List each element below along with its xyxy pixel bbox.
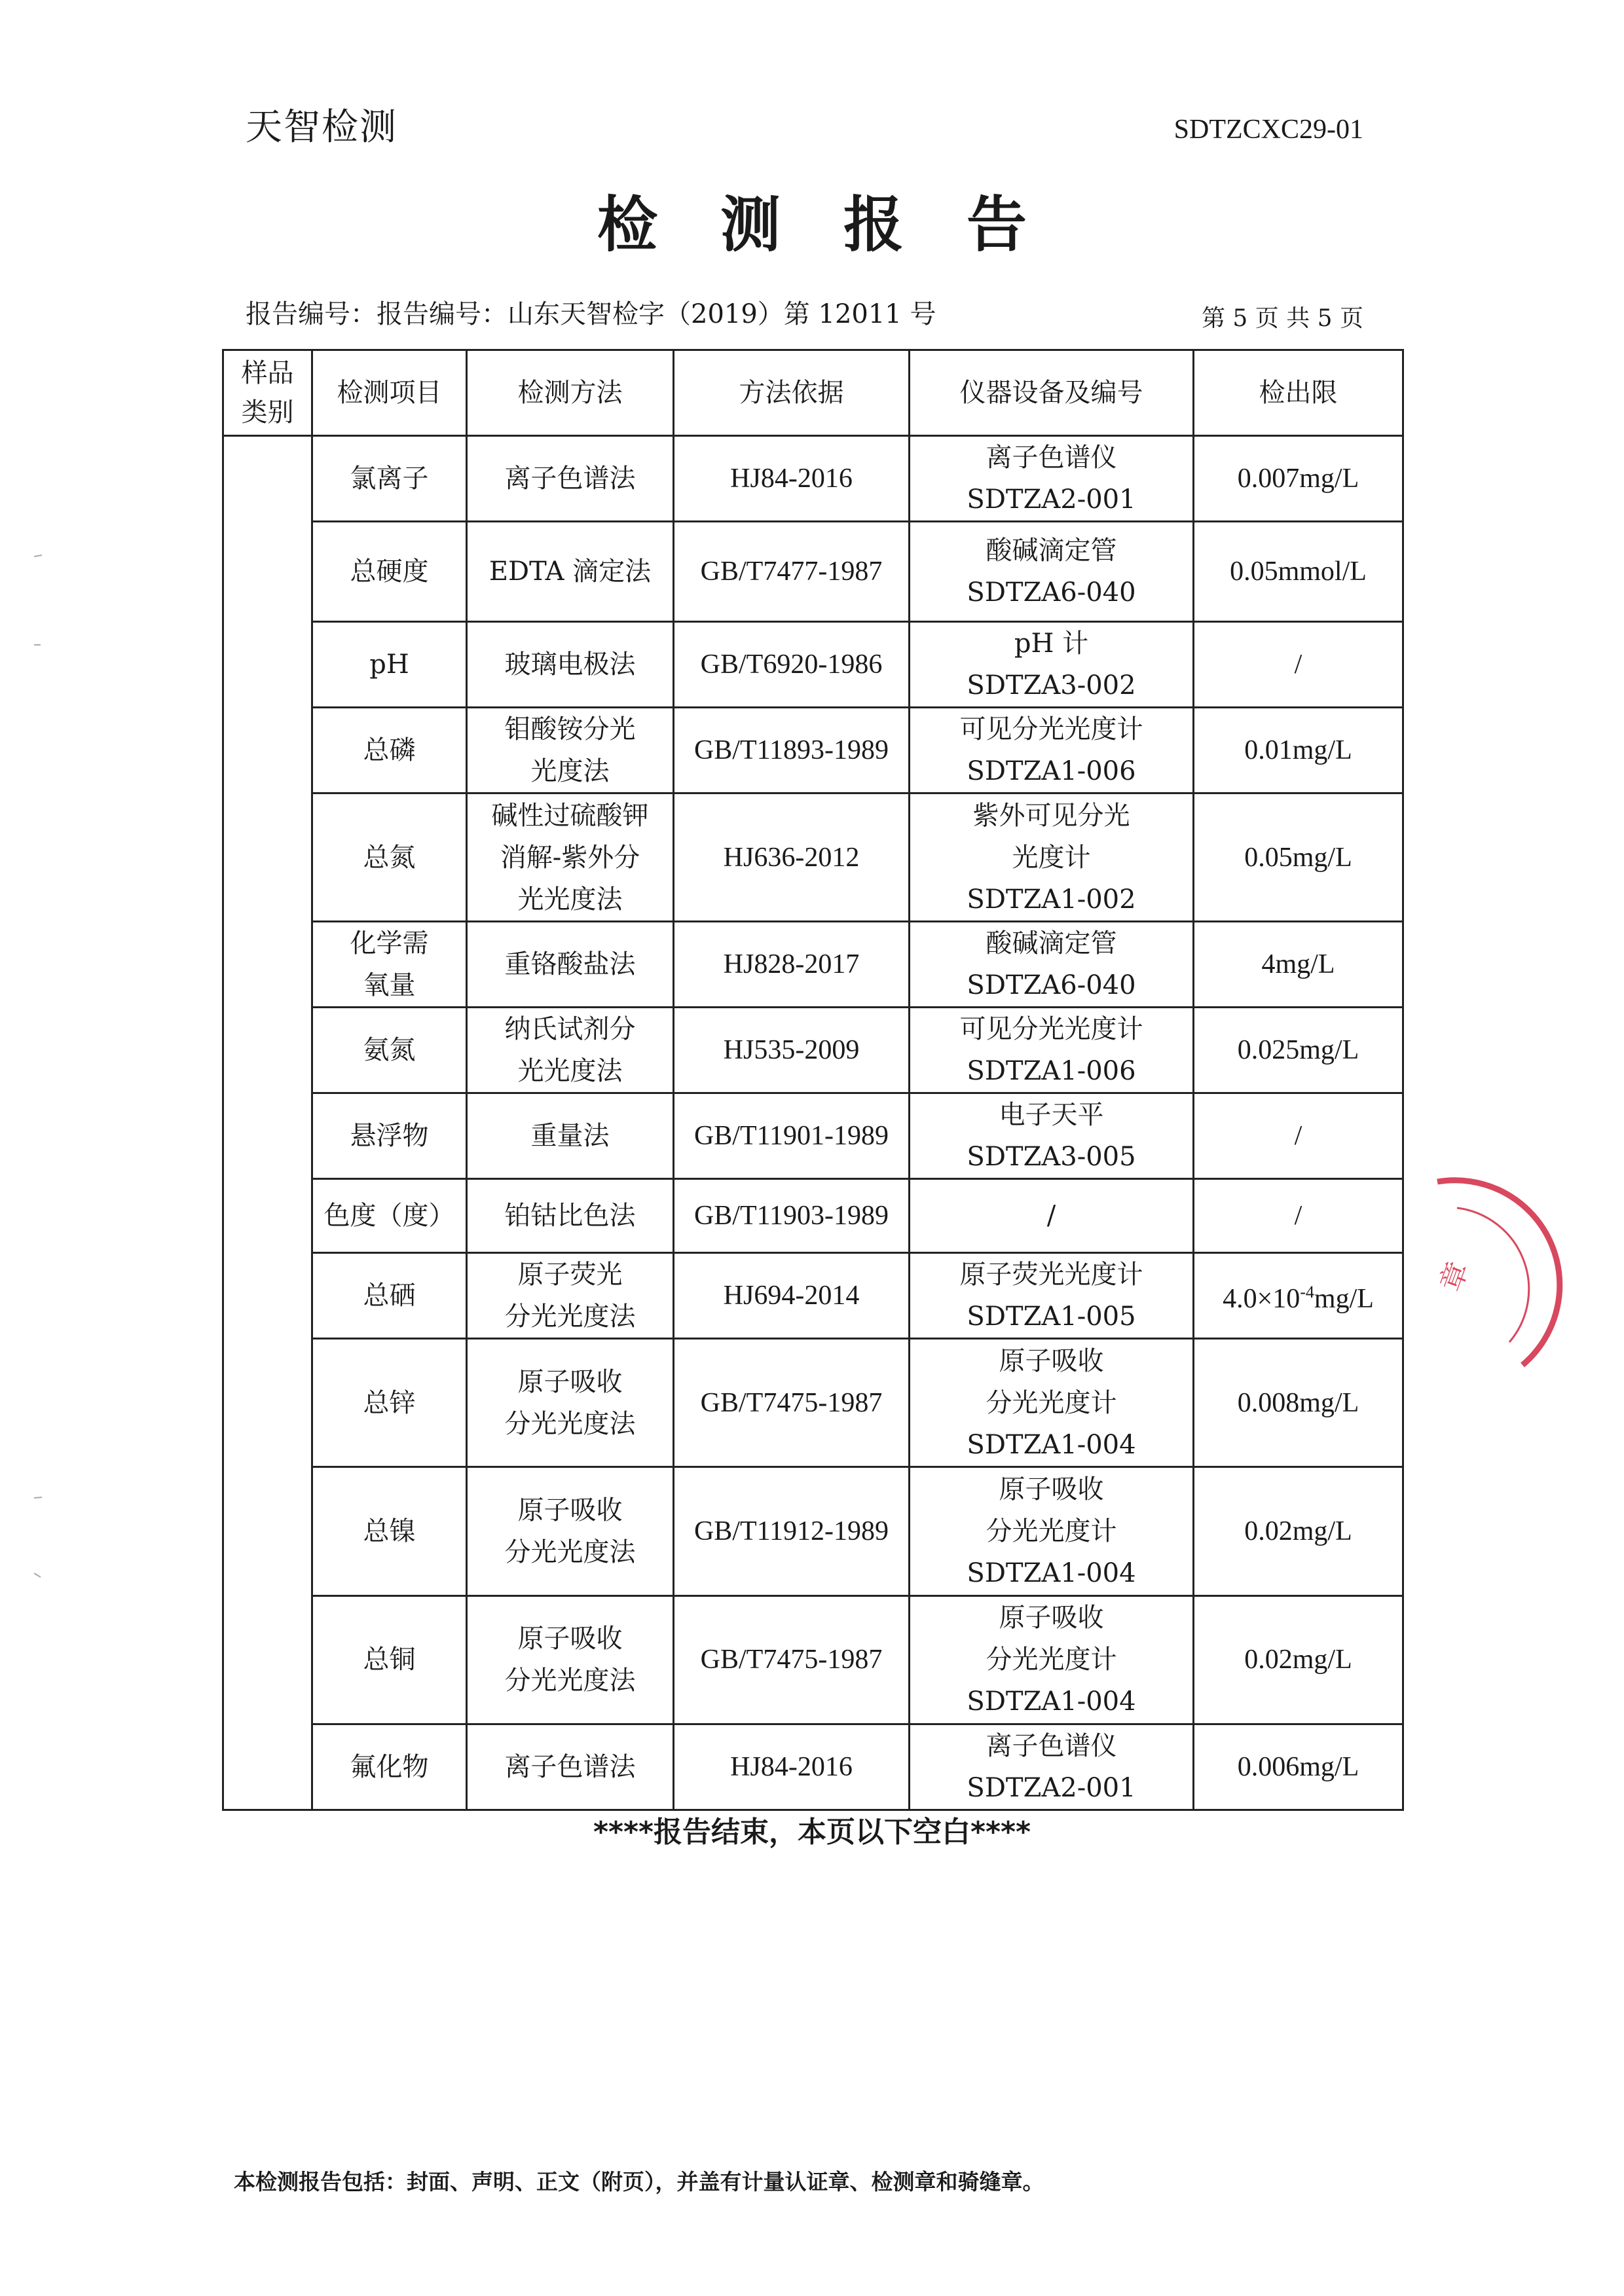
- instrument-cell: /: [910, 1178, 1194, 1252]
- report-end-note: ****报告结束，本页以下空白****: [593, 1815, 1031, 1849]
- test-method-cell: 离子色谱法: [467, 1724, 674, 1810]
- instrument-cell: 离子色谱仪 SDTZA2-001: [910, 1724, 1194, 1810]
- table-row: [223, 1007, 1403, 1093]
- page-number: 第 5 页 共 5 页: [1201, 305, 1363, 332]
- detection-limit-cell: 0.02mg/L: [1194, 1467, 1403, 1595]
- instrument-cell: 电子天平 SDTZA3-005: [910, 1093, 1194, 1178]
- scan-mark: [33, 1491, 46, 1504]
- test-method-cell: 原子吸收 分光光度法: [467, 1595, 674, 1724]
- detection-limit-cell: 4mg/L: [1194, 921, 1403, 1007]
- test-method-cell: 离子色谱法: [467, 436, 674, 522]
- method-basis-cell: HJ694-2014: [674, 1253, 910, 1339]
- detection-limit-cell: 0.02mg/L: [1194, 1595, 1403, 1724]
- table-row: [223, 793, 1403, 921]
- instrument-cell: 紫外可见分光 光度计 SDTZA1-002: [910, 793, 1194, 921]
- detection-limit-cell: 0.008mg/L: [1194, 1339, 1403, 1467]
- method-basis-cell: GB/T7475-1987: [674, 1339, 910, 1467]
- method-basis-cell: HJ828-2017: [674, 921, 910, 1007]
- detection-limit-cell: 0.025mg/L: [1194, 1007, 1403, 1093]
- test-item-cell: 化学需 氧量: [312, 921, 467, 1007]
- test-item-cell: 悬浮物: [312, 1093, 467, 1178]
- method-basis-cell: HJ535-2009: [674, 1007, 910, 1093]
- test-method-cell: 原子吸收 分光光度法: [467, 1339, 674, 1467]
- method-basis-cell: GB/T7477-1987: [674, 522, 910, 622]
- header-detection-limit: 检出限: [1194, 350, 1403, 436]
- instrument-cell: pH 计 SDTZA3-002: [910, 622, 1194, 708]
- test-method-cell: 纳氏试剂分 光光度法: [467, 1007, 674, 1093]
- test-item-cell: 色度（度）: [312, 1178, 467, 1252]
- test-method-cell: EDTA 滴定法: [467, 522, 674, 622]
- method-basis-cell: GB/T11901-1989: [674, 1093, 910, 1178]
- detection-limit-cell: 0.05mg/L: [1194, 793, 1403, 921]
- method-basis-cell: HJ636-2012: [674, 793, 910, 921]
- method-basis-cell: HJ84-2016: [674, 436, 910, 522]
- detection-limit-cell: 0.05mmol/L: [1194, 522, 1403, 622]
- table-header-row: [223, 350, 1403, 436]
- page-title: 检测报告: [597, 190, 1090, 260]
- method-basis-cell: HJ84-2016: [674, 1724, 910, 1810]
- red-seal-stamp: [1431, 1169, 1624, 1385]
- scan-mark: [33, 638, 46, 651]
- test-method-cell: 铂钴比色法: [467, 1178, 674, 1252]
- method-basis-cell: GB/T7475-1987: [674, 1595, 910, 1724]
- header-sample-category: 样品类别: [223, 350, 312, 436]
- detection-limit-cell: 0.006mg/L: [1194, 1724, 1403, 1810]
- header-test-method: 检测方法: [467, 350, 674, 436]
- test-method-cell: 玻璃电极法: [467, 622, 674, 708]
- test-item-cell: 总氮: [312, 793, 467, 921]
- footer-note: 本检测报告包括：封面、声明、正文（附页），并盖有计量认证章、检测章和骑缝章。: [234, 2169, 1044, 2195]
- sample-category-cell: [223, 436, 312, 1810]
- table-row: [223, 1253, 1403, 1339]
- instrument-cell: 原子荧光光度计 SDTZA1-005: [910, 1253, 1194, 1339]
- detection-limit-cell: /: [1194, 1093, 1403, 1178]
- test-item-cell: 总硒: [312, 1253, 467, 1339]
- method-basis-cell: GB/T6920-1986: [674, 622, 910, 708]
- test-methods-table: [222, 349, 1404, 1811]
- table-row: [223, 1724, 1403, 1810]
- instrument-cell: 原子吸收 分光光度计 SDTZA1-004: [910, 1339, 1194, 1467]
- table-row: [223, 1093, 1403, 1178]
- test-item-cell: 总铜: [312, 1595, 467, 1724]
- header-method-basis: 方法依据: [674, 350, 910, 436]
- instrument-cell: 离子色谱仪 SDTZA2-001: [910, 436, 1194, 522]
- method-basis-cell: GB/T11903-1989: [674, 1178, 910, 1252]
- detection-limit-cell: $4.0\times 10^{-4}mg/L$: [1194, 1253, 1403, 1339]
- test-item-cell: 总锌: [312, 1339, 467, 1467]
- table-row: [223, 1339, 1403, 1467]
- instrument-cell: 原子吸收 分光光度计 SDTZA1-004: [910, 1595, 1194, 1724]
- test-method-cell: 重量法: [467, 1093, 674, 1178]
- test-method-cell: 钼酸铵分光 光度法: [467, 708, 674, 793]
- header-instrument: 仪器设备及编号: [910, 350, 1194, 436]
- instrument-cell: 原子吸收 分光光度计 SDTZA1-004: [910, 1467, 1194, 1595]
- scan-mark: [33, 550, 46, 563]
- instrument-cell: 酸碱滴定管 SDTZA6-040: [910, 921, 1194, 1007]
- test-method-cell: 重铬酸盐法: [467, 921, 674, 1007]
- detection-limit-cell: /: [1194, 622, 1403, 708]
- test-item-cell: pH: [312, 622, 467, 708]
- instrument-cell: 可见分光光度计 SDTZA1-006: [910, 1007, 1194, 1093]
- table-row: [223, 436, 1403, 522]
- test-method-cell: 碱性过硫酸钾 消解-紫外分 光光度法: [467, 793, 674, 921]
- report-number: 报告编号：报告编号：山东天智检字（2019）第 12011 号: [246, 299, 936, 329]
- detection-limit-cell: 0.01mg/L: [1194, 708, 1403, 793]
- instrument-cell: 酸碱滴定管 SDTZA6-040: [910, 522, 1194, 622]
- header-test-item: 检测项目: [312, 350, 467, 436]
- method-basis-cell: GB/T11893-1989: [674, 708, 910, 793]
- test-item-cell: 氨氮: [312, 1007, 467, 1093]
- table-row: [223, 1467, 1403, 1595]
- test-item-cell: 总镍: [312, 1467, 467, 1595]
- test-method-cell: 原子吸收 分光光度法: [467, 1467, 674, 1595]
- table-row: [223, 522, 1403, 622]
- svg-text:章: 章: [1433, 1257, 1475, 1296]
- test-item-cell: 总磷: [312, 708, 467, 793]
- method-basis-cell: GB/T11912-1989: [674, 1467, 910, 1595]
- detection-limit-cell: 0.007mg/L: [1194, 436, 1403, 522]
- test-item-cell: 氯离子: [312, 436, 467, 522]
- detection-limit-cell: /: [1194, 1178, 1403, 1252]
- table-row: [223, 1178, 1403, 1252]
- document-code: SDTZCXC29-01: [1173, 115, 1363, 145]
- instrument-cell: 可见分光光度计 SDTZA1-006: [910, 708, 1194, 793]
- scan-mark: [33, 1568, 46, 1581]
- table-row: [223, 708, 1403, 793]
- test-method-cell: 原子荧光 分光光度法: [467, 1253, 674, 1339]
- test-item-cell: 总硬度: [312, 522, 467, 622]
- company-name: 天智检测: [246, 106, 397, 149]
- table-row: [223, 622, 1403, 708]
- table-row: [223, 1595, 1403, 1724]
- test-item-cell: 氟化物: [312, 1724, 467, 1810]
- table-row: [223, 921, 1403, 1007]
